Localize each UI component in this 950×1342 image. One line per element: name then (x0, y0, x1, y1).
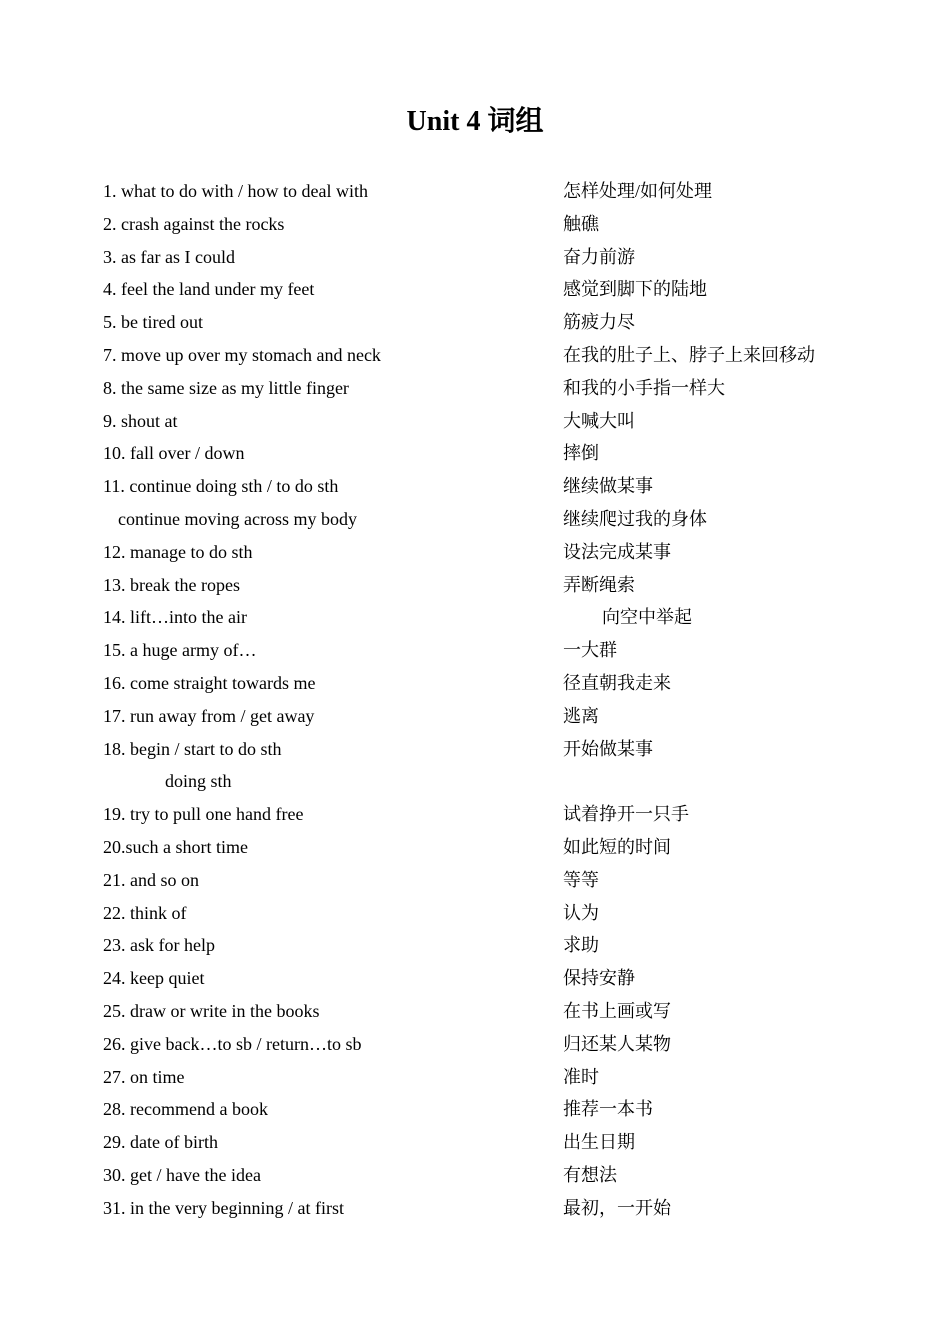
phrase-row (0, 503, 950, 536)
english-phrase: 29. date of birth (103, 1132, 218, 1153)
chinese-meaning: 怎样处理/如何处理 (563, 181, 713, 201)
chinese-meaning: 向空中举起 (602, 607, 692, 628)
english-phrase: 17. run away from / get away (103, 705, 315, 726)
english-phrase: 8. the same size as my little finger (103, 377, 349, 398)
english-phrase: 18. begin / start to do sth (103, 738, 282, 759)
phrase-list (0, 175, 950, 1225)
english-phrase: 3. as far as I could (103, 246, 235, 267)
phrase-row (0, 667, 950, 700)
phrase-row (0, 569, 950, 602)
english-phrase: 4. feel the land under my feet (103, 279, 315, 300)
phrase-row (0, 1159, 950, 1192)
phrase-row (0, 733, 950, 766)
english-phrase: 15. a huge army of… (103, 640, 257, 661)
english-phrase: 7. move up over my stomach and neck (103, 344, 381, 365)
english-phrase: 21. and so on (103, 869, 199, 890)
english-phrase: 16. come straight towards me (103, 672, 316, 693)
chinese-meaning: 一大群 (563, 640, 617, 661)
english-phrase: 5. be tired out (103, 312, 203, 333)
chinese-meaning: 最初，一开始 (563, 1197, 671, 1218)
chinese-meaning: 推荐一本书 (563, 1099, 653, 1120)
english-phrase: 19. try to pull one hand free (103, 804, 304, 825)
chinese-meaning: 在我的肚子上、脖子上来回移动 (563, 344, 815, 365)
phrase-row (0, 995, 950, 1028)
english-phrase: 13. break the ropes (103, 574, 240, 595)
english-phrase: 27. on time (103, 1066, 185, 1087)
phrase-row (0, 536, 950, 569)
chinese-meaning: 设法完成某事 (563, 541, 671, 562)
english-phrase: 23. ask for help (103, 935, 215, 956)
phrase-row (0, 1192, 950, 1225)
english-phrase: 31. in the very beginning / at first (103, 1197, 344, 1218)
chinese-meaning: 摔倒 (563, 443, 599, 464)
english-phrase: 25. draw or write in the books (103, 1000, 320, 1021)
chinese-meaning: 在书上画或写 (563, 1000, 671, 1021)
page-title: Unit 4 词组 (406, 106, 544, 137)
english-phrase: 26. give back…to sb / return…to sb (103, 1033, 362, 1054)
chinese-meaning: 开始做某事 (563, 738, 653, 759)
english-phrase: 30. get / have the idea (103, 1164, 261, 1185)
english-phrase: 28. recommend a book (103, 1099, 268, 1120)
phrase-row (0, 864, 950, 897)
phrase-row (0, 1028, 950, 1061)
english-phrase: doing sth (165, 771, 232, 792)
chinese-meaning: 等等 (563, 869, 599, 890)
phrase-row (0, 241, 950, 274)
phrase-row (0, 208, 950, 241)
english-phrase: 22. think of (103, 902, 187, 923)
phrase-row (0, 470, 950, 503)
phrase-row (0, 700, 950, 733)
english-phrase: 11. continue doing sth / to do sth (103, 476, 339, 497)
phrase-row (0, 405, 950, 438)
phrase-row (0, 372, 950, 405)
phrase-row (0, 1061, 950, 1094)
chinese-meaning: 准时 (563, 1066, 599, 1087)
chinese-meaning: 弄断绳索 (563, 574, 635, 595)
english-phrase: 24. keep quiet (103, 968, 205, 989)
chinese-meaning: 求助 (563, 935, 599, 956)
english-phrase: 1. what to do with / how to deal with (103, 181, 368, 201)
english-phrase: 2. crash against the rocks (103, 213, 285, 234)
phrase-row (0, 962, 950, 995)
chinese-meaning: 如此短的时间 (563, 836, 671, 857)
chinese-meaning: 试着挣开一只手 (563, 804, 689, 825)
chinese-meaning: 感觉到脚下的陆地 (563, 279, 707, 300)
chinese-meaning: 径直朝我走来 (563, 672, 671, 693)
phrase-row (0, 1126, 950, 1159)
chinese-meaning: 有想法 (563, 1164, 617, 1185)
english-phrase: 12. manage to do sth (103, 541, 253, 562)
phrase-row (0, 601, 950, 634)
phrase-row (0, 634, 950, 667)
chinese-meaning: 奋力前游 (563, 246, 635, 267)
phrase-row (0, 929, 950, 962)
phrase-row (0, 765, 950, 798)
chinese-meaning: 出生日期 (563, 1132, 635, 1153)
english-phrase: continue moving across my body (118, 508, 357, 529)
chinese-meaning: 归还某人某物 (563, 1033, 671, 1054)
english-phrase: 14. lift…into the air (103, 607, 247, 628)
english-phrase: 10. fall over / down (103, 443, 245, 464)
phrase-row (0, 437, 950, 470)
chinese-meaning: 继续做某事 (563, 476, 653, 497)
phrase-row (0, 831, 950, 864)
chinese-meaning: 继续爬过我的身体 (563, 508, 707, 529)
chinese-meaning: 认为 (563, 902, 599, 923)
chinese-meaning: 和我的小手指一样大 (563, 377, 725, 398)
english-phrase: 9. shout at (103, 410, 178, 431)
chinese-meaning: 保持安静 (563, 968, 635, 989)
phrase-row (0, 273, 950, 306)
phrase-row (0, 339, 950, 372)
phrase-row (0, 897, 950, 930)
phrase-row (0, 1093, 950, 1126)
chinese-meaning: 筋疲力尽 (563, 312, 635, 333)
phrase-row (0, 306, 950, 339)
chinese-meaning: 触礁 (563, 213, 599, 234)
chinese-meaning: 逃离 (563, 705, 599, 726)
phrase-row (0, 175, 950, 208)
phrase-row (0, 798, 950, 831)
chinese-meaning: 大喊大叫 (563, 410, 635, 431)
english-phrase: 20.such a short time (103, 836, 248, 857)
